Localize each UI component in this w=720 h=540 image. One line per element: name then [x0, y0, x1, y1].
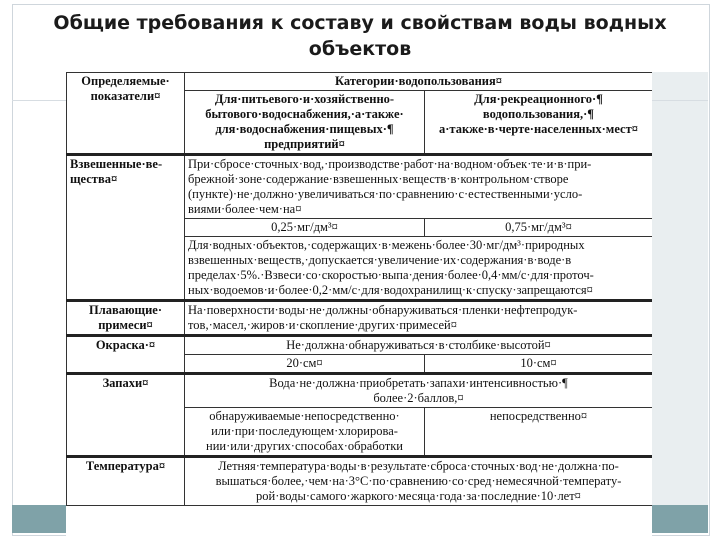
suspended-text-cell [185, 155, 653, 219]
cell-line: обнаруживаемые·непосредственно· [209, 409, 400, 423]
header-line: а·также·в·черте·населенных·мест¤ [439, 122, 638, 136]
scanned-table-image [66, 72, 652, 540]
row-label-line: Взвешенные·ве- [70, 157, 163, 171]
header-category-cell: Категории·водопользования¤ [185, 73, 653, 91]
header-line: для·водоснабжения·пищевых·¶ [215, 122, 394, 136]
row-label-line: примеси¤ [98, 318, 153, 332]
color-text-cell: Не·должна·обнаруживаться·в·столбике·высотой¤ [185, 336, 653, 355]
requirements-table [66, 72, 652, 506]
slide-title-line-1: Общие требования к составу и свойствам воды водных [53, 12, 667, 34]
cell-line: (пункте)·не·должно·увеличиваться·по·сравнению·с·естественными·усло- [188, 187, 583, 201]
cell-line: ных·водоемов·и·более·0,2·мм/с·для·водохранилищ·к·спуску·запрещаются¤ [188, 283, 593, 297]
odor-text-cell [185, 374, 653, 408]
cell-line: На·поверхности·воды·не·должны·обнаруживаться·пленки·нефтепродук- [188, 303, 578, 317]
cell-line: или·при·последующем·хлорирова- [211, 424, 398, 438]
cell-line: тов,·масел,·жиров·и·скопление·других·примесей¤ [188, 318, 457, 332]
header-line: водопользования,·¶ [482, 107, 595, 121]
table-row-odor-text [67, 374, 653, 408]
suspended-value-recreational: 0,75·мг/дм³¤ [425, 219, 653, 237]
header-recreational-cell [425, 91, 653, 155]
temperature-label-cell: Температура¤ [67, 457, 185, 506]
cell-line: нии·или·других·способах·обработки [206, 439, 403, 453]
cell-line: вышаться·более,·чем·на·3°С·по·сравнению·со·сред·немесячной·температу- [215, 474, 622, 488]
table-header-category-row [67, 73, 653, 91]
odor-value-drinking [185, 408, 425, 457]
slide-side-panel [652, 72, 708, 505]
color-value-drinking: 20·см¤ [185, 355, 425, 374]
table-row-color-text [67, 336, 653, 355]
cell-line: Летняя·температура·воды·в·результате·сброса·сточных·вод·не·должна·по- [218, 459, 619, 473]
color-label-cell: Окраска·¤ [67, 336, 185, 374]
cell-line: При·сбросе·сточных·вод,·производстве·работ·на·водном·объек·те·и·в·при- [188, 157, 592, 171]
header-indicators-cell [67, 73, 185, 155]
cell-line: рой·воды·самого·жаркого·месяца·года·за·последние·10·лет¤ [256, 489, 581, 503]
odor-value-recreational: непосредственно¤ [425, 408, 653, 457]
header-indicators-line: Определяемые· [81, 74, 170, 88]
header-drinking-water-cell [185, 91, 425, 155]
header-line: Для·питьевого·и·хозяйственно- [214, 92, 395, 106]
row-label-line: Плавающие· [88, 303, 162, 317]
slide-title [12, 10, 708, 62]
floating-label-cell [67, 301, 185, 336]
suspended-note-cell [185, 237, 653, 301]
suspended-value-drinking: 0,25·мг/дм³¤ [185, 219, 425, 237]
header-line: бытового·водоснабжения,·а·также· [205, 107, 404, 121]
header-line: предприятий¤ [264, 137, 345, 151]
temperature-text-cell [185, 457, 653, 506]
row-label-line: щества¤ [70, 172, 118, 186]
cell-line: Для·водных·объектов,·содержащих·в·межень·более·30·мг/дм³·природных [188, 238, 585, 252]
header-indicators-line: показатели¤ [90, 89, 161, 103]
cell-line: виями·более·чем·на¤ [188, 202, 302, 216]
floating-text-cell [185, 301, 653, 336]
cell-line: более·2·баллов,¤ [373, 391, 464, 405]
cell-line: брежной·зоне·содержание·взвешенных·веществ·в·контрольном·створе [188, 172, 569, 186]
cell-line: взвешенных·веществ,·допускается·увеличение·их·содержания·в·воде·в [188, 253, 572, 267]
cell-line: пределах·5%.·Взвеси·со·скоростью·выпа·дения·более·0,4·мм/с·для·проточ- [188, 268, 594, 282]
table-row-suspended-text [67, 155, 653, 219]
slide-title-line-2: объектов [308, 38, 412, 60]
odor-label-cell: Запахи¤ [67, 374, 185, 457]
table-row-temperature [67, 457, 653, 506]
suspended-label-cell [67, 155, 185, 301]
cell-line: Вода·не·должна·приобретать·запахи·интенсивностью·¶ [269, 376, 568, 390]
color-value-recreational: 10·см¤ [425, 355, 653, 374]
table-row-floating [67, 301, 653, 336]
header-line: Для·рекреационного·¶ [474, 92, 603, 106]
